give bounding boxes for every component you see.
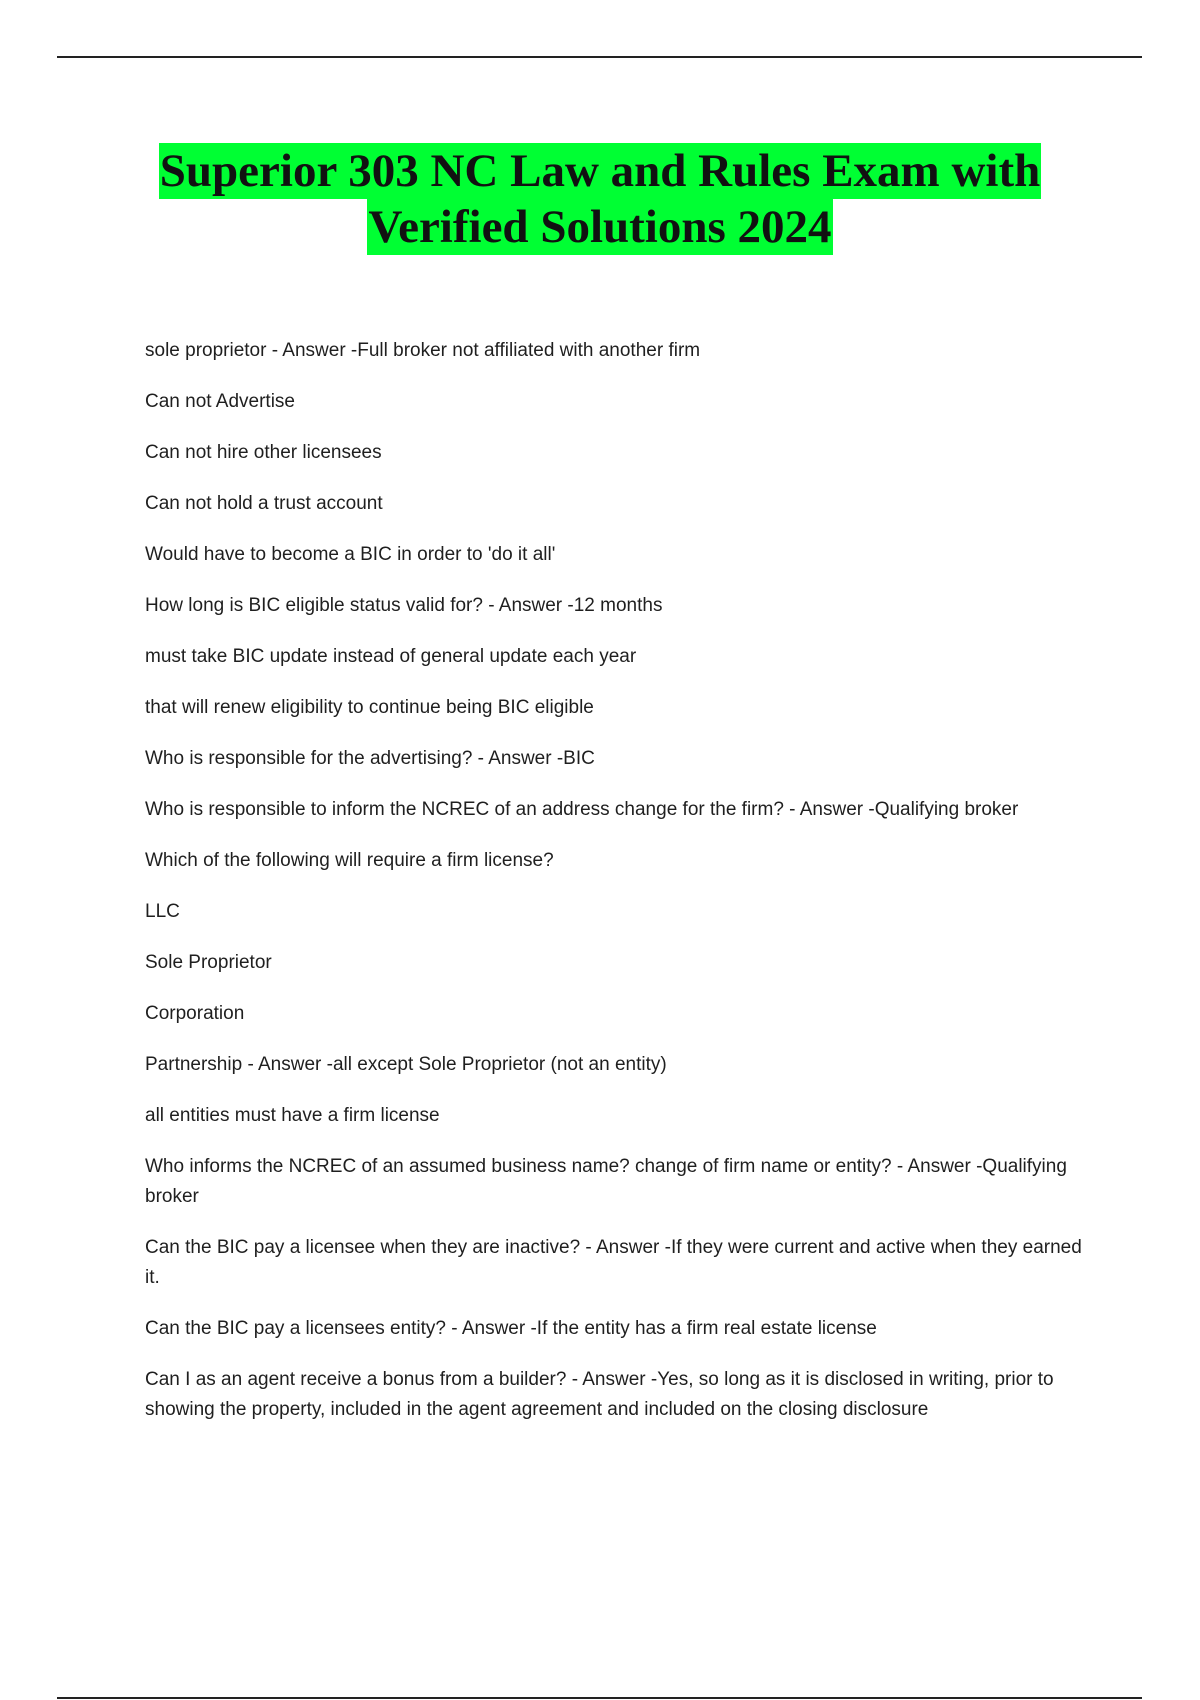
- qa-content: [145, 336, 1090, 1446]
- qa-item: Can I as an agent receive a bonus from a builder? - Answer -Yes, so long as it is disclosed in writing, prior to showing the property, included in the agent agreement and included on the closing disclosure: [145, 1369, 1054, 1420]
- qa-item: Sole Proprietor: [145, 952, 272, 973]
- qa-item: Corporation: [145, 1003, 245, 1024]
- title-line-1: Superior 303 NC Law and Rules Exam with: [159, 145, 1041, 197]
- qa-item: all entities must have a firm license: [145, 1105, 440, 1126]
- qa-item: Can not Advertise: [145, 391, 295, 412]
- qa-item: Who informs the NCREC of an assumed business name? change of firm name or entity? - Answer -Qualifying broker: [145, 1156, 1067, 1207]
- qa-item: Who is responsible to inform the NCREC of an address change for the firm? - Answer -Qualifying broker: [145, 799, 1019, 820]
- qa-item: Which of the following will require a firm license?: [145, 850, 554, 871]
- qa-item: sole proprietor - Answer -Full broker not affiliated with another firm: [145, 340, 701, 361]
- top-rule: [57, 56, 1142, 58]
- qa-item: How long is BIC eligible status valid for? - Answer -12 months: [145, 595, 663, 616]
- qa-item: Can not hold a trust account: [145, 493, 383, 514]
- qa-item: Partnership - Answer -all except Sole Proprietor (not an entity): [145, 1054, 667, 1075]
- qa-item: Can the BIC pay a licensees entity? - Answer -If the entity has a firm real estate license: [145, 1318, 877, 1339]
- qa-item: that will renew eligibility to continue being BIC eligible: [145, 697, 594, 718]
- document-title: [0, 143, 1200, 255]
- qa-item: LLC: [145, 901, 180, 922]
- qa-item: Can the BIC pay a licensee when they are inactive? - Answer -If they were current and active when they earned it.: [145, 1237, 1082, 1288]
- qa-item: must take BIC update instead of general update each year: [145, 646, 637, 667]
- bottom-rule: [57, 1697, 1142, 1699]
- title-line-2: Verified Solutions 2024: [368, 201, 832, 253]
- qa-item: Who is responsible for the advertising? - Answer -BIC: [145, 748, 595, 769]
- qa-item: Can not hire other licensees: [145, 442, 382, 463]
- qa-item: Would have to become a BIC in order to 'do it all': [145, 544, 556, 565]
